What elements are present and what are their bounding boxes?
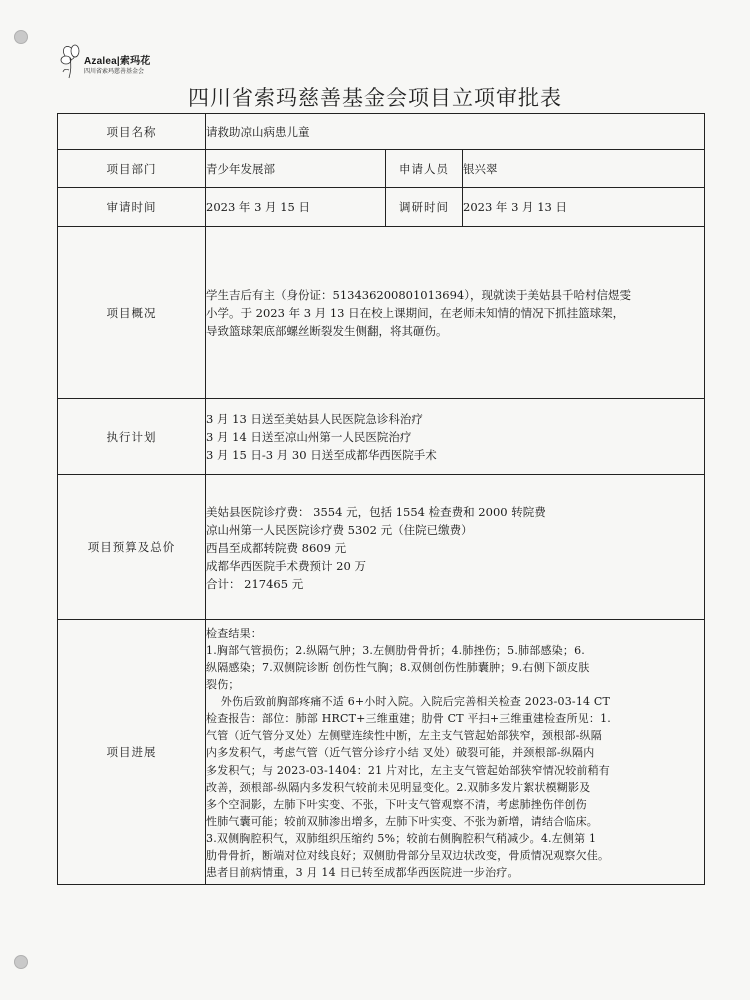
plan-label: 执行计划	[58, 399, 206, 475]
row-plan	[58, 399, 705, 475]
budget-item: 凉山州第一人民医院诊疗费 5302 元（住院已缴费）	[206, 523, 473, 537]
row-dates	[58, 188, 705, 227]
overview-label: 项目概况	[58, 227, 206, 399]
plan-cell	[206, 399, 705, 475]
applicant-value: 银兴翠	[463, 150, 705, 188]
document-title: 四川省索玛慈善基金会项目立项审批表	[188, 86, 562, 110]
plan-item: 3 月 13 日送至美姑县人民医院急诊科治疗	[206, 411, 423, 426]
budget-label: 项目预算及总价	[58, 475, 206, 620]
survey-date-value: 2023 年 3 月 13 日	[463, 188, 705, 227]
punch-hole	[14, 955, 28, 969]
survey-date-label: 调研时间	[386, 188, 463, 227]
budget-cell	[206, 475, 705, 620]
logo-name: Azalea|索玛花	[84, 56, 151, 67]
project-name-value: 请救助凉山病患儿童	[206, 114, 705, 150]
row-progress	[58, 620, 705, 885]
row-department	[58, 150, 705, 188]
overview-text: 学生吉后有主（身份证：513436200801013694），现就读于美姑县千哈村信煜雯 小学。于 2023 年 3 月 13 日在校上课期间，在老师未知情的情况下抓挂篮球架， 导致篮球架底部螺丝断裂发生侧翻，将其砸伤。	[206, 287, 631, 338]
approval-form-table	[57, 113, 705, 885]
overview-cell	[206, 227, 705, 399]
row-overview	[58, 227, 705, 399]
project-name-label: 项目名称	[58, 114, 206, 150]
applicant-label: 申请人员	[386, 150, 463, 188]
budget-item: 成都华西医院手术费预计 20 万	[206, 559, 366, 573]
row-project-name	[58, 114, 705, 150]
apply-date-value: 2023 年 3 月 15 日	[206, 188, 386, 227]
department-value: 青少年发展部	[206, 150, 386, 188]
budget-item: 西昌至成都转院费 8609 元	[206, 541, 347, 555]
progress-label: 项目进展	[58, 620, 206, 885]
progress-cell	[206, 620, 705, 885]
logo-subtitle: 四川省索玛慈善基金会	[84, 69, 145, 75]
foundation-logo	[60, 44, 160, 84]
department-label: 项目部门	[58, 150, 206, 188]
budget-item: 合计： 217465 元	[206, 577, 304, 591]
row-budget	[58, 475, 705, 620]
plan-item: 3 月 15 日-3 月 30 日送至成都华西医院手术	[206, 447, 437, 462]
apply-date-label: 审请时间	[58, 188, 206, 227]
progress-text: 检查结果： 1.胸部气管损伤；2.纵隔气肿；3.左侧肋骨骨折；4.肺挫伤；5.肺部感染；6. 纵隔感染；7.双侧院诊断 创伤性气胸；8.双侧创伤性肺囊肿；9.右侧下颌皮肤 裂伤； 外伤后致前胸部疼痛不适 6+小时入院。入院后完善相关检查 2023-03-14 CT 检查报告：部位：肺部 HRCT+三维重建；肋骨 CT 平扫+三维重建检查所见：1. 气管（近气管分叉处）左侧壁连续性中断，左主支气管起始部狭窄，颈根部-纵隔 内多发积气，考虑气管（近气管分诊疗小结 叉处）破裂可能，并颈根部-纵隔内 多发积气；与 2023-03-1404：21 片对比，左主支气管起始部狭窄情况较前稍有 改善，颈根部-纵隔内多发积气较前未见明显变化。2.双肺多发片絮状模糊影及 多个空洞影，左肺下叶实变、不张，下叶支气管观察不清，考虑肺挫伤伴创伤 性肺气囊可能；较前双肺渗出增多，左肺下叶实变、不张为新增，请结合临床。 3.双侧胸腔积气，双肺组织压缩约 5%；较前右侧胸腔积气稍减少。4.左侧第 1 肋骨骨折，断端对位对线良好；双侧肋骨部分呈双边状改变，骨质情况观察欠佳。 患者目前病情重，3 月 14 日已转至成都华西医院进一步治疗。	[206, 626, 611, 880]
budget-item: 美姑县医院诊疗费： 3554 元，包括 1554 检查费和 2000 转院费	[206, 505, 546, 519]
plan-item: 3 月 14 日送至凉山州第一人民医院治疗	[206, 429, 412, 444]
punch-hole	[14, 30, 28, 44]
